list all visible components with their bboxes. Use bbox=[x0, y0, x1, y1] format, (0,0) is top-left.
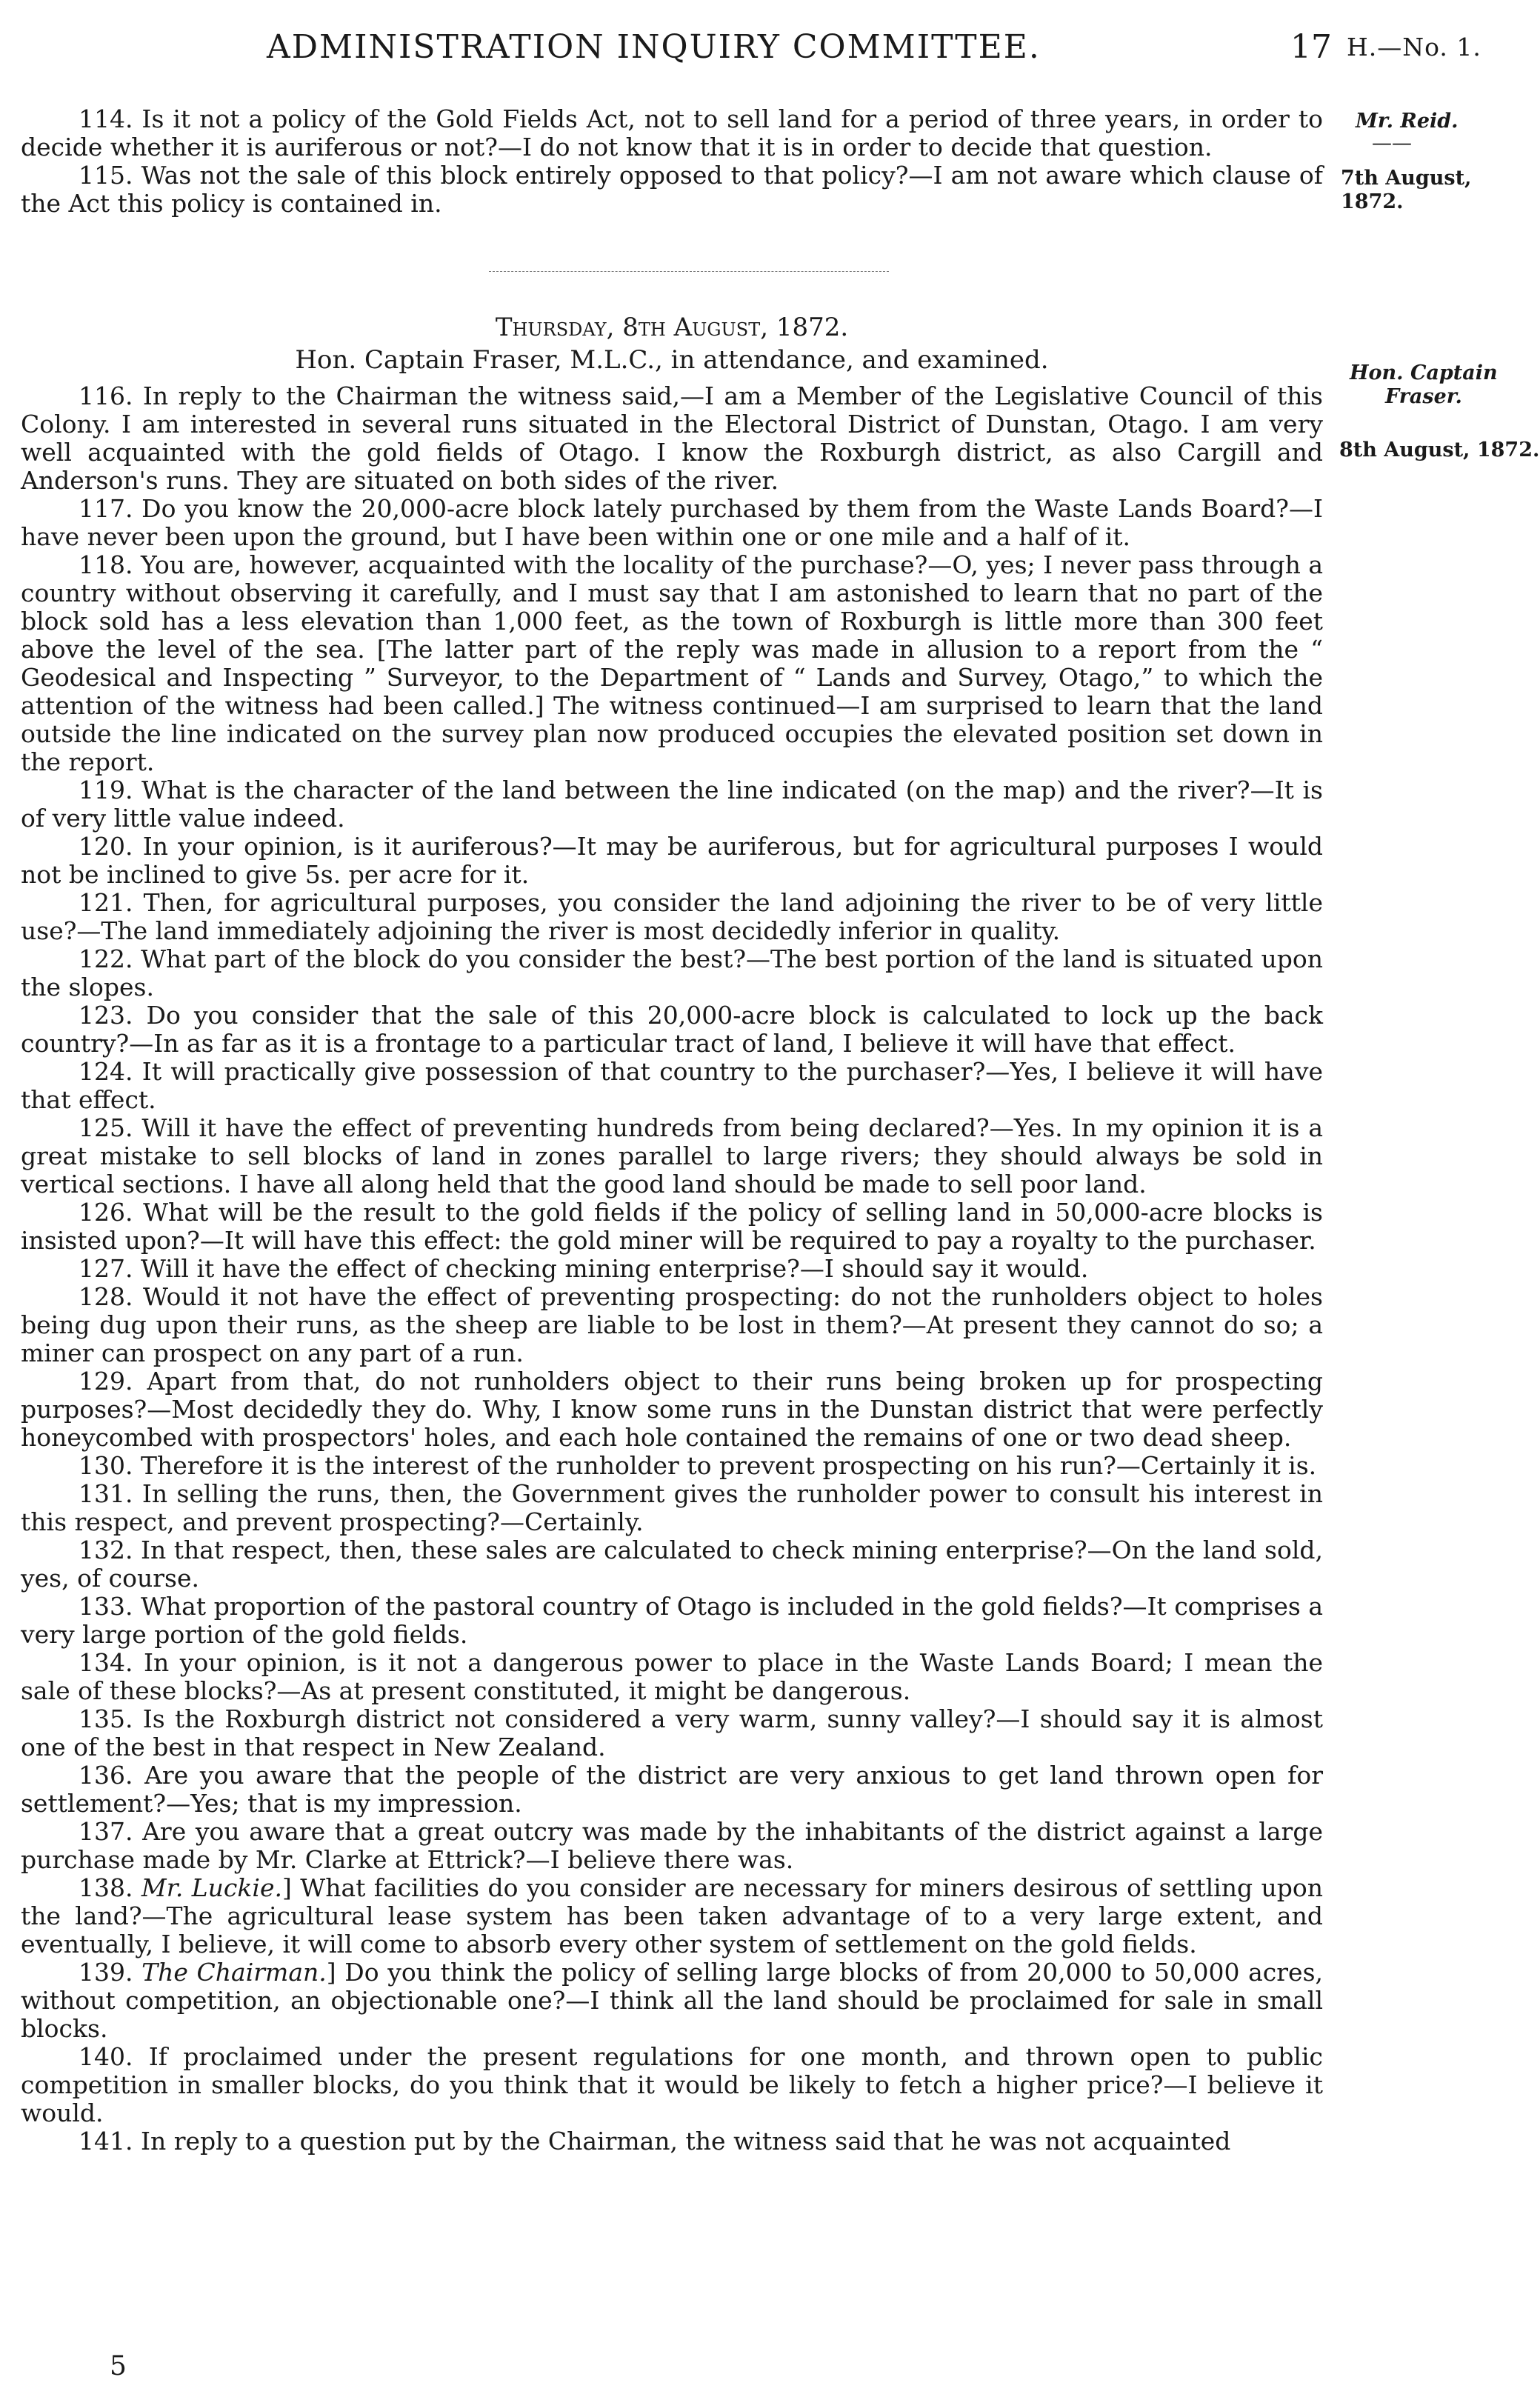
paragraph: 119. What is the character of the land between the line indicated (on the map) and the river?—It is of very little value indeed. bbox=[21, 776, 1323, 833]
paragraph: 134. In your opinion, is it not a dangerous power to place in the Waste Lands Board; I mean the sale of these blocks?—As at present constituted, it might be dangerous. bbox=[21, 1648, 1323, 1705]
margin-date-8th-august: 8th August, 1872. bbox=[1339, 439, 1540, 461]
paragraph: 136. Are you aware that the people of the district are very anxious to get land thrown open for settlement?—Yes; that is my impression. bbox=[21, 1761, 1323, 1818]
page-header-title: ADMINISTRATION INQUIRY COMMITTEE. bbox=[267, 28, 1041, 66]
margin-speaker-mr-reid: Mr. Reid. bbox=[1356, 110, 1459, 133]
margin-date-7th-august: 7th August, 1872. bbox=[1341, 167, 1472, 213]
paragraph-number: 138. bbox=[79, 1873, 133, 1902]
session-date-heading: Thursday, 8th August, 1872. bbox=[495, 313, 849, 342]
margin-rule: —— bbox=[1372, 132, 1412, 155]
paragraph: 129. Apart from that, do not runholders object to their runs being broken up for prospecting purposes?—Most decidedly they do. Why, I know some runs in the Dunstan district that were perfectly honeycombed with prospectors' holes, and each hole contained the remains of one or two dead sheep. bbox=[21, 1367, 1323, 1452]
paragraph: 123. Do you consider that the sale of this 20,000-acre block is calculated to lock up the back country?—In as far as it is a frontage to a particular tract of land, I believe it will have that effect. bbox=[21, 1001, 1323, 1058]
paragraph: 128. Would it not have the effect of preventing prospecting: do not the runholders object to holes being dug upon their runs, as the sheep are liable to be lost in them?—At present they cannot do so; a miner can prospect on any part of a run. bbox=[21, 1282, 1323, 1367]
paragraph: 116. In reply to the Chairman the witness said,—I am a Member of the Legislative Council of this Colony. I am interested in several runs situated in the Electoral District of Dunstan, Otago. I am very well acquainted with the gold fields of Otago. I know the Roxburgh district, as also Cargill and Anderson's runs. They are situated on both sides of the river. bbox=[21, 381, 1323, 495]
paragraph-number: 139. bbox=[79, 1958, 133, 1987]
paragraph: 120. In your opinion, is it auriferous?—It may be auriferous, but for agricultural purposes I would not be inclined to give 5s. per acre for it. bbox=[21, 832, 1323, 889]
paragraph: 115. Was not the sale of this block entirely opposed to that policy?—I am not aware which clause of the Act this policy is contained in. bbox=[21, 161, 1323, 218]
speaker-mr-luckie: Mr. Luckie. bbox=[141, 1873, 282, 1902]
paragraph-text: ] What facilities do you consider are necessary for miners desirous of settling upon the land?—The agricultural lease system has been taken advantage of to a very large extent, and eventually, I believe, it will come to absorb every other system of settlement on the gold fields. bbox=[21, 1873, 1323, 1958]
paragraph-text: ] Do you think the policy of selling large blocks of from 20,000 to 50,000 acres, without competition, an objectionable one?—I think all the land should be proclaimed for sale in small blocks. bbox=[21, 1958, 1323, 2043]
paragraph: 117. Do you know the 20,000-acre block lately purchased by them from the Waste Lands Board?—I have never been upon the ground, but I have been within one or one mile and a half of it. bbox=[21, 494, 1323, 551]
paragraph: 140. If proclaimed under the present regulations for one month, and thrown open to public competition in smaller blocks, do you think that it would be likely to fetch a higher price?—I believe it would. bbox=[21, 2042, 1323, 2127]
paragraph: 131. In selling the runs, then, the Government gives the runholder power to consult his interest in this respect, and prevent prospecting?—Certainly. bbox=[21, 1479, 1323, 1536]
paragraph: 141. In reply to a question put by the Chairman, the witness said that he was not acquainted bbox=[79, 2127, 1231, 2156]
paragraph: 125. Will it have the effect of preventing hundreds from being declared?—Yes. In my opinion it is a great mistake to sell blocks of land in zones parallel to large rivers; they should always be sold in vertical sections. I have all along held that the good land should be made to sell poor land. bbox=[21, 1113, 1323, 1198]
paragraph: 118. You are, however, acquainted with the locality of the purchase?—O, yes; I never pass through a country without observing it carefully, and I must say that I am astonished to learn that no part of the block sold has a less elevation than 1,000 feet, as the town of Roxburgh is little more than 300 feet above the level of the sea. [The latter part of the reply was made in allusion to a report from the “ Geodesical and Inspecting ” Surveyor, to the Department of “ Lands and Survey, Otago,” to which the attention of the witness had been called.] The witness continued—I am surprised to learn that the land outside the line indicated on the survey plan now produced occupies the elevated position set down in the report. bbox=[21, 550, 1323, 776]
paragraph: 126. What will be the result to the gold fields if the policy of selling land in 50,000-acre blocks is insisted upon?—It will have this effect: the gold miner will be required to pay a royalty to the purchaser. bbox=[21, 1198, 1323, 1255]
page-number: 17 bbox=[1290, 28, 1332, 66]
paragraph: 132. In that respect, then, these sales are calculated to check mining enterprise?—On the land sold, yes, of course. bbox=[21, 1536, 1323, 1593]
witness-heading: Hon. Captain Fraser, M.L.C., in attendance, and examined. bbox=[295, 345, 1049, 375]
paragraph: 122. What part of the block do you consider the best?—The best portion of the land is situated upon the slopes. bbox=[21, 944, 1323, 1001]
paragraph: 114. Is it not a policy of the Gold Fields Act, not to sell land for a period of three years, in order to decide whether it is auriferous or not?—I do not know that it is in order to decide that question. bbox=[21, 104, 1323, 161]
paragraph: 137. Are you aware that a great outcry was made by the inhabitants of the district against a large purchase made by Mr. Clarke at Ettrick?—I believe there was. bbox=[21, 1817, 1323, 1874]
paragraph-138 bbox=[21, 1874, 1323, 1958]
speaker-the-chairman: The Chairman. bbox=[141, 1958, 327, 1987]
section-top-text bbox=[21, 105, 1323, 218]
paragraph: 130. Therefore it is the interest of the runholder to prevent prospecting on his run?—Certainly it is. bbox=[79, 1451, 1317, 1480]
margin-witness-name-line2: Fraser. bbox=[1385, 385, 1462, 408]
paragraph: 133. What proportion of the pastoral country of Otago is included in the gold fields?—It comprises a very large portion of the gold fields. bbox=[21, 1592, 1323, 1649]
margin-witness-name-line1: Hon. Captain bbox=[1350, 361, 1498, 384]
paragraph: 127. Will it have the effect of checking mining enterprise?—I should say it would. bbox=[79, 1254, 1089, 1283]
signature-mark: 5 bbox=[110, 2351, 127, 2381]
evidence-text bbox=[21, 382, 1323, 2156]
paragraph: 124. It will practically give possession of that country to the purchaser?—Yes, I believe it will have that effect. bbox=[21, 1057, 1323, 1114]
document-reference: H.—No. 1. bbox=[1347, 33, 1481, 61]
paragraph: 135. Is the Roxburgh district not considered a very warm, sunny valley?—I should say it is almost one of the best in that respect in New Zealand. bbox=[21, 1704, 1323, 1761]
section-divider bbox=[489, 271, 889, 272]
paragraph: 121. Then, for agricultural purposes, you consider the land adjoining the river to be of very little use?—The land immediately adjoining the river is most decidedly inferior in quality. bbox=[21, 888, 1323, 945]
paragraph-139 bbox=[21, 1958, 1323, 2043]
